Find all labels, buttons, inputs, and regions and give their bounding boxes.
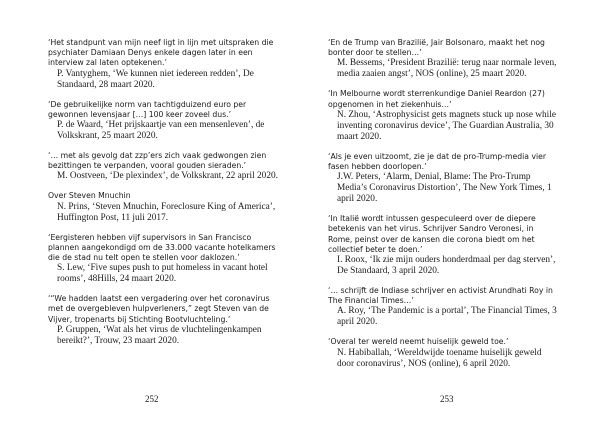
note-entry xyxy=(328,38,560,80)
note-quote: ‘In Italië wordt intussen gespeculeerd over de diepere betekenis van het virus. Schrijver Sandro Veronesi, in Rome, peinst over de kansen die corona biedt om het collectief beter te doen.’ xyxy=(328,214,536,254)
note-entry xyxy=(328,89,560,142)
note-quote: Over Steven Mnuchin xyxy=(48,191,131,201)
note-source: A. Roy, ‘The Pandemic is a portal’, The Financial Times, 3 april 2020. xyxy=(337,306,557,328)
note-entry xyxy=(328,152,560,205)
note-source: J.W. Peters, ‘Alarm, Denial, Blame: The Pro-Trump Media’s Coronavirus Distortion’, The New York Times, 1 april 2020. xyxy=(337,172,552,205)
note-quote: ‘Eergisteren hebben vijf supervisors in San Francisco plannen aangekondigd om de 33.000 vacante hotelkamers die de stad nu telt open te stellen voor daklozen.’ xyxy=(48,232,276,263)
note-quote: ‘Als je even uitzoomt, zie je dat de pro-Trump-media vier fasen hebben doorlopen.’ xyxy=(328,151,547,172)
note-entry xyxy=(48,151,278,182)
note-entry xyxy=(328,337,560,369)
note-quote: ‘“We hadden laatst een vergadering over het coronavirus met de overgebleven hulpverleners,” zegt Steven van de Vijver, tropenarts bij Stichting Bootvluchteling.’ xyxy=(48,294,270,324)
note-quote: ‘Overal ter wereld neemt huiselijk geweld toe.’ xyxy=(328,337,509,347)
note-quote: ‘Het standpunt van mijn neef ligt in lijn met uitspraken die psychiater Damiaan Denys enkele dagen later in een interview zal laten optekenen.’ xyxy=(48,38,274,68)
note-quote: ‘In Melbourne wordt sterrenkundige Daniel Reardon (27) opgenomen in het ziekenhuis…’ xyxy=(328,89,545,109)
note-source: M. Bessems, ‘President Brazilië: terug naar normale leven, media zaaien angst’, NOS (online), 25 maart 2020. xyxy=(337,58,557,80)
note-source: N. Prins, ‘Steven Mnuchin, Foreclosure King of America’, Huffington Post, 11 juli 2017. xyxy=(57,201,276,223)
note-entry xyxy=(48,191,278,223)
note-entry xyxy=(48,100,278,142)
note-source: N. Habiballah, ‘Wereldwijde toename huiselijk geweld door coronavirus’, NOS (online), 6 april 2020. xyxy=(337,347,542,369)
note-quote: ‘En de Trump van Brazilië, Jair Bolsonaro, maakt het nog bonter door te stellen…’ xyxy=(328,38,545,58)
left-page-notes xyxy=(48,38,278,356)
note-source: S. Lew, ‘Five supes push to put homeless in vacant hotel rooms’, 48Hills, 24 maart 2020. xyxy=(57,263,268,285)
right-page-notes xyxy=(328,38,560,379)
note-entry xyxy=(48,294,278,347)
note-source: N. Zhou, ‘Astrophysicist gets magnets stuck up nose while inventing coronavirus device’, The Guardian Australia, 30 maart 2020. xyxy=(337,109,556,142)
note-source: P. Gruppen, ‘Wat als het virus de vluchtelingenkampen bereikt?’, Trouw, 23 maart 2020. xyxy=(57,324,262,346)
page-number: 252 xyxy=(145,394,159,404)
note-source: P. Vantyghem, ‘We kunnen niet iedereen redden’, De Standaard, 28 maart 2020. xyxy=(57,68,254,90)
note-quote: ‘… schrijft de Indiase schrijver en activist Arundhati Roy in The Financial Times…’ xyxy=(328,286,553,306)
note-entry xyxy=(328,286,560,328)
note-source: I. Roox, ‘Ik zie mijn ouders honderdmaal per dag sterven’, De Standaard, 3 april 2020. xyxy=(337,255,556,277)
note-quote: ‘… met als gevolg dat zzp’ers zich vaak gedwongen zien bezittingen te verpanden, vooral gouden sieraden.’ xyxy=(48,151,267,171)
note-entry xyxy=(48,233,278,286)
note-source: P. de Waard, ‘Het prijskaartje van een mensenleven’, de Volkskrant, 25 maart 2020. xyxy=(57,120,265,142)
note-entry xyxy=(48,38,278,91)
note-quote: ‘De gebruikelijke norm van tachtigduizend euro per gewonnen levensjaar […] 100 keer zoveel dus.’ xyxy=(48,99,247,119)
note-entry xyxy=(328,214,560,277)
note-source: M. Oostveen, ‘De plexindex’, de Volkskrant, 22 april 2020. xyxy=(57,171,278,182)
page-number: 253 xyxy=(440,394,454,404)
